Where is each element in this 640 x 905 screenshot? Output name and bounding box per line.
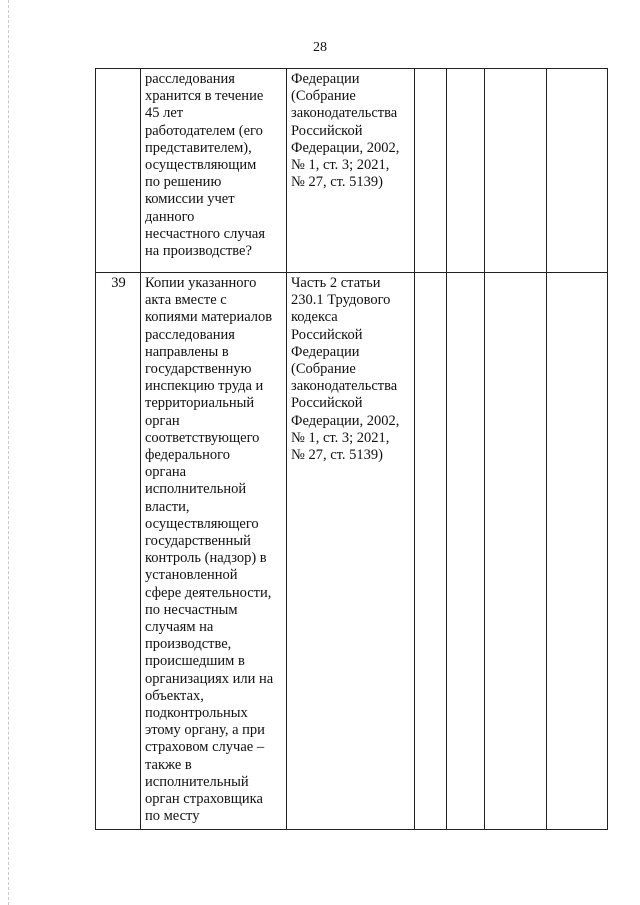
not-applicable-cell [485, 273, 547, 830]
answer-no-cell [447, 273, 485, 830]
table-row [96, 273, 608, 830]
legal-reference-cell: Федерации (Собрание законодательства Российской Федерации, 2002, № 1, ст. 3; 2021, № 27, ст. 5139) [287, 69, 415, 273]
page-number: 28 [313, 40, 327, 55]
answer-no-cell [447, 69, 485, 273]
table-row [96, 69, 608, 273]
row-number-cell [96, 69, 141, 273]
question-cell: Копии указанного акта вместе с копиями материалов расследования направлены в государственную инспекцию труда и территориальный орган соответствующего федерального органа исполнительной власти, осуществляющего государственный контроль (надзор) в установленной сфере деятельности, по несчастным случаям на производстве, происшедшим в организациях или на объектах, подконтрольных этому органу, а при страховом случае – также в исполнительный орган страховщика по месту [141, 273, 287, 830]
question-cell: расследования хранится в течение 45 лет работодателем (его представителем), осуществляющим по решению комиссии учет данного несчастного случая на производстве? [141, 69, 287, 273]
scan-edge-line [8, 0, 9, 905]
not-applicable-cell [485, 69, 547, 273]
row-number-cell: 39 [96, 273, 141, 830]
answer-yes-cell [415, 273, 447, 830]
legal-reference-cell: Часть 2 статьи 230.1 Трудового кодекса Российской Федерации (Собрание законодательства Российской Федерации, 2002, № 1, ст. 3; 2021, № 27, ст. 5139) [287, 273, 415, 830]
note-cell [547, 273, 608, 830]
note-cell [547, 69, 608, 273]
checklist-table [95, 68, 608, 830]
answer-yes-cell [415, 69, 447, 273]
